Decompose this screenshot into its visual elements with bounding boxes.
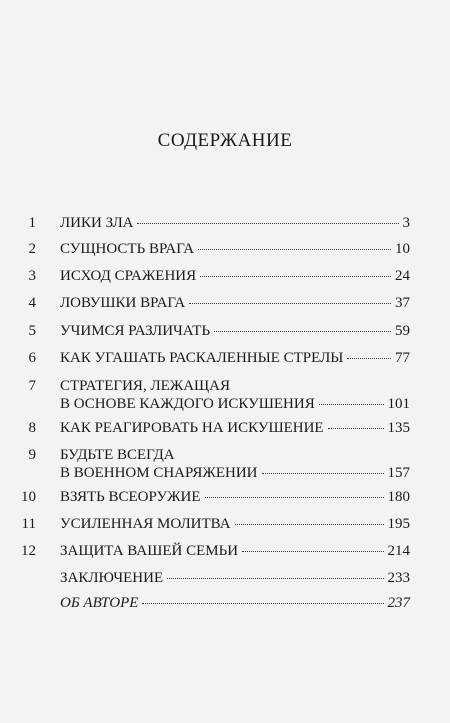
page-title: СОДЕРЖАНИЕ [157, 130, 293, 151]
chapter-title: ОБ АВТОРЕ [60, 595, 139, 611]
entry-text [60, 240, 410, 258]
page-number: 135 [387, 420, 410, 436]
chapter-title: ЛИКИ ЗЛА [60, 215, 134, 231]
entry-text [60, 419, 410, 437]
chapter-title: ЗАКЛЮЧЕНИЕ [60, 570, 164, 586]
entry-text [60, 294, 410, 312]
chapter-title: СТРАТЕГИЯ, ЛЕЖАЩАЯ [60, 378, 231, 394]
chapter-title: УСИЛЕННАЯ МОЛИТВА [60, 516, 231, 532]
dot-leader [347, 357, 391, 359]
page-number: 3 [402, 215, 410, 231]
chapter-number: 4 [28, 295, 36, 311]
chapter-number: 11 [21, 516, 36, 532]
chapter-number: 6 [28, 350, 36, 366]
chapter-title: ЗАЩИТА ВАШЕЙ СЕМЬИ [60, 543, 239, 559]
dot-leader [137, 222, 398, 224]
dot-leader [262, 472, 384, 474]
page-number: 10 [395, 241, 410, 257]
entry-text [60, 446, 410, 482]
page-number: 180 [387, 489, 410, 505]
chapter-title: БУДЬТЕ ВСЕГДА [60, 447, 175, 463]
entry-text [60, 542, 410, 560]
chapter-number: 2 [28, 241, 36, 257]
chapter-title: ЛОВУШКИ ВРАГА [60, 295, 186, 311]
dot-leader [242, 550, 383, 552]
dot-leader [167, 577, 383, 579]
chapter-title: ИСХОД СРАЖЕНИЯ [60, 268, 197, 284]
entry-text [60, 488, 410, 506]
page-number: 59 [395, 323, 410, 339]
page-number: 214 [387, 543, 410, 559]
dot-leader [328, 427, 384, 429]
chapter-number: 8 [28, 420, 36, 436]
page-number: 233 [387, 570, 410, 586]
page-number: 24 [395, 268, 410, 284]
chapter-title: УЧИМСЯ РАЗЛИЧАТЬ [60, 323, 211, 339]
dot-leader [235, 523, 384, 525]
chapter-title: КАК РЕАГИРОВАТЬ НА ИСКУШЕНИЕ [60, 420, 324, 436]
page-number: 195 [387, 516, 410, 532]
chapter-number: 7 [28, 378, 36, 394]
dot-leader [198, 248, 391, 250]
chapter-number: 1 [28, 215, 36, 231]
chapter-number: 3 [28, 268, 36, 284]
dot-leader [189, 302, 391, 304]
chapter-title: В ВОЕННОМ СНАРЯЖЕНИИ [60, 465, 258, 481]
entry-text [60, 214, 410, 232]
dot-leader [319, 403, 384, 405]
page-number: 37 [395, 295, 410, 311]
page-number: 101 [387, 396, 410, 412]
entry-text [60, 377, 410, 413]
dot-leader [200, 275, 391, 277]
entry-text [60, 349, 410, 367]
chapter-number: 10 [21, 489, 36, 505]
entry-text [60, 515, 410, 533]
chapter-number: 12 [21, 543, 36, 559]
chapter-number: 5 [28, 323, 36, 339]
entry-text [60, 322, 410, 340]
dot-leader [142, 602, 383, 604]
chapter-title: СУЩНОСТЬ ВРАГА [60, 241, 195, 257]
page-number: 237 [387, 595, 410, 611]
entry-text [60, 594, 410, 612]
chapter-title: ВЗЯТЬ ВСЕОРУЖИЕ [60, 489, 201, 505]
entry-text [60, 569, 410, 587]
entry-text [60, 267, 410, 285]
dot-leader [214, 330, 391, 332]
dot-leader [205, 496, 384, 498]
chapter-number: 9 [28, 447, 36, 463]
chapter-title: КАК УГАШАТЬ РАСКАЛЕННЫЕ СТРЕЛЫ [60, 350, 344, 366]
page-number: 157 [387, 465, 410, 481]
page-number: 77 [395, 350, 410, 366]
chapter-title: В ОСНОВЕ КАЖДОГО ИСКУШЕНИЯ [60, 396, 315, 412]
